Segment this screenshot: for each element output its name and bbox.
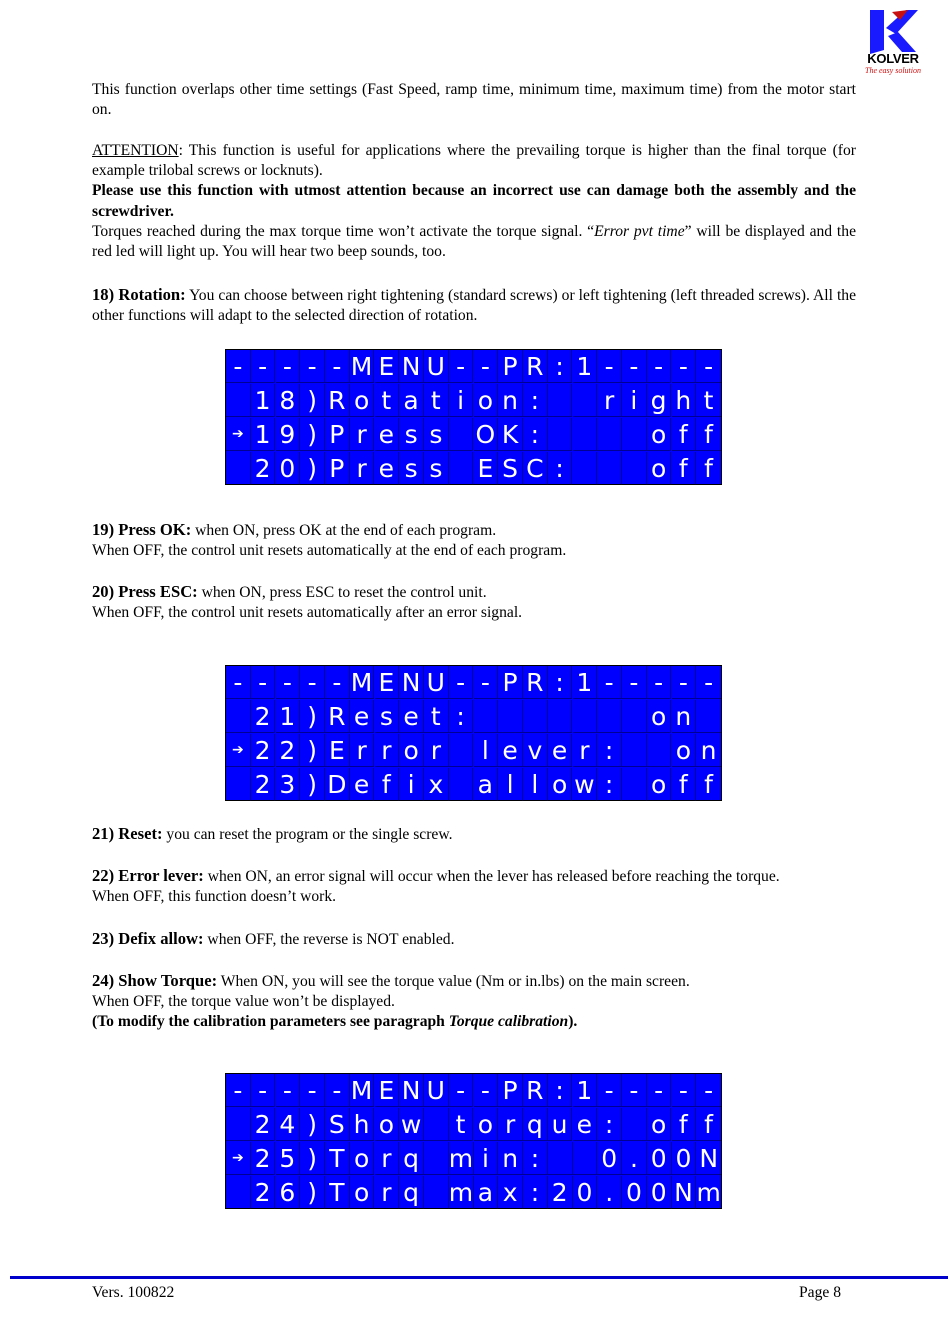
press-esc-line2: When OFF, the control unit resets automatically after an error signal.: [92, 604, 523, 622]
lcd-char-cell: [548, 418, 573, 451]
lcd-row: [226, 700, 721, 734]
lcd-char-cell: t: [696, 384, 721, 417]
lcd-char-cell: .: [622, 1142, 647, 1175]
lcd-display-3: [225, 1073, 722, 1209]
lcd-char-cell: -: [276, 1074, 301, 1107]
lcd-char-cell: [573, 418, 598, 451]
lcd-char-cell: -: [647, 666, 672, 699]
rotation-heading: 18) Rotation:: [92, 285, 186, 304]
lcd-char-cell: [622, 452, 647, 485]
footer-divider: [10, 1276, 948, 1279]
lcd-char-cell: r: [375, 1142, 400, 1175]
lcd-char-cell: 0: [622, 1176, 647, 1209]
lcd-char-cell: -: [622, 666, 647, 699]
lcd-char-cell: [474, 700, 499, 733]
lcd-char-cell: :: [597, 768, 622, 801]
reset-heading: 21) Reset:: [92, 824, 163, 843]
lcd-char-cell: :: [449, 700, 474, 733]
lcd-char-cell: [226, 768, 251, 801]
lcd-char-cell: R: [325, 700, 350, 733]
lcd-char-cell: s: [399, 452, 424, 485]
lcd-char-cell: e: [548, 734, 573, 767]
lcd-char-cell: ): [300, 700, 325, 733]
calibration-note-italic: Torque calibration: [448, 1013, 569, 1031]
lcd-char-cell: N: [696, 1142, 721, 1175]
lcd-char-cell: n: [696, 734, 721, 767]
lcd-char-cell: x: [498, 1176, 523, 1209]
lcd-display-1: [225, 349, 722, 485]
lcd-char-cell: -: [696, 666, 721, 699]
lcd-char-cell: E: [375, 1074, 400, 1107]
lcd-char-cell: 0: [573, 1176, 598, 1209]
lcd-char-cell: P: [498, 350, 523, 383]
lcd-char-cell: s: [399, 418, 424, 451]
lcd-char-cell: 2: [251, 768, 276, 801]
lcd-char-cell: O: [474, 418, 499, 451]
press-ok-heading: 19) Press OK:: [92, 520, 192, 539]
press-ok-text: when ON, press OK at the end of each program.: [191, 522, 497, 539]
lcd-char-cell: [622, 418, 647, 451]
lcd-char-cell: m: [696, 1178, 721, 1207]
lcd-char-cell: E: [325, 734, 350, 767]
lcd-char-cell: [424, 1176, 449, 1209]
lcd-char-cell: o: [647, 452, 672, 485]
lcd-char-cell: n: [672, 700, 697, 733]
lcd-char-cell: ): [300, 1108, 325, 1141]
lcd-char-cell: 2: [251, 734, 276, 767]
lcd-char-cell: -: [300, 666, 325, 699]
lcd-char-cell: 0: [276, 452, 301, 485]
reset-text: you can reset the program or the single screw.: [162, 826, 453, 843]
lcd-char-cell: o: [474, 384, 499, 417]
lcd-char-cell: x: [424, 768, 449, 801]
lcd-char-cell: o: [647, 768, 672, 801]
lcd-char-cell: -: [672, 1074, 697, 1107]
press-esc-paragraph: [92, 582, 856, 623]
lcd-char-cell: -: [226, 1074, 251, 1107]
lcd-char-cell: E: [375, 666, 400, 699]
lcd-char-cell: a: [474, 1176, 499, 1209]
lcd-char-cell: :: [548, 452, 573, 485]
lcd-char-cell: R: [523, 1074, 548, 1107]
lcd-char-cell: N: [399, 1074, 424, 1107]
lcd-char-cell: [226, 452, 251, 485]
footer-version: Vers. 100822: [92, 1284, 175, 1301]
lcd-char-cell: f: [672, 768, 697, 801]
lcd-char-cell: -: [597, 666, 622, 699]
error-lever-heading: 22) Error lever:: [92, 866, 204, 885]
lcd-char-cell: o: [548, 768, 573, 801]
attention-text: : This function is useful for applications where the prevailing torque is higher than the final torque (for example trilobal screws or locknuts).: [92, 142, 856, 180]
lcd-char-cell: f: [704, 454, 713, 483]
lcd-char-cell: -: [597, 350, 622, 383]
lcd-char-cell: P: [498, 666, 523, 699]
lcd-char-cell: [498, 700, 523, 733]
press-ok-line2: When OFF, the control unit resets automatically at the end of each program.: [92, 542, 567, 560]
lcd-char-cell: 8: [276, 384, 301, 417]
lcd-char-cell: f: [672, 1108, 697, 1141]
lcd-char-cell: a: [399, 384, 424, 417]
attention-label: ATTENTION: [92, 142, 179, 159]
lcd-char-cell: g: [647, 384, 672, 417]
lcd-char-cell: 1: [251, 418, 276, 451]
lcd-char-cell: 6: [276, 1176, 301, 1209]
lcd-char-cell: r: [350, 734, 375, 767]
lcd-char-cell: M: [350, 1074, 375, 1107]
lcd-char-cell: T: [325, 1142, 350, 1175]
lcd-char-cell: E: [375, 350, 400, 383]
lcd-char-cell: -: [226, 666, 251, 699]
lcd-char-cell: f: [375, 768, 400, 801]
lcd-char-cell: r: [350, 452, 375, 485]
torque-text-before: Torques reached during the max torque time won’t activate the torque signal. “: [92, 222, 595, 240]
lcd-char-cell: 2: [251, 1142, 276, 1175]
calibration-note: [92, 1013, 577, 1030]
lcd-char-cell: e: [350, 768, 375, 801]
lcd-char-cell: [622, 700, 647, 733]
lcd-char-cell: a: [474, 768, 499, 801]
lcd-char-cell: s: [424, 452, 449, 485]
lcd-char-cell: :: [597, 1108, 622, 1141]
lcd-char-cell: [622, 1108, 647, 1141]
lcd-char-cell: P: [498, 1074, 523, 1107]
overlap-paragraph: This function overlaps other time settings (Fast Speed, ramp time, minimum time, maximum time) from the motor start on.: [92, 81, 856, 119]
lcd-row: [226, 734, 721, 768]
lcd-char-cell: m: [448, 1144, 474, 1173]
lcd-char-cell: -: [696, 1074, 721, 1107]
lcd-char-cell: :: [523, 1176, 548, 1209]
lcd-char-cell: :: [548, 350, 573, 383]
lcd-char-cell: q: [523, 1108, 548, 1141]
lcd-char-cell: ➔: [226, 418, 251, 451]
lcd-char-cell: [573, 452, 598, 485]
lcd-char-cell: :: [548, 1074, 573, 1107]
lcd-char-cell: ): [300, 418, 325, 451]
lcd-char-cell: C: [523, 452, 548, 485]
lcd-char-cell: -: [251, 1074, 276, 1107]
lcd-char-cell: [597, 700, 622, 733]
lcd-char-cell: [548, 1142, 573, 1175]
lcd-char-cell: 0: [647, 1176, 672, 1209]
press-esc-text: when ON, press ESC to reset the control unit.: [197, 584, 487, 601]
reset-paragraph: [92, 824, 856, 845]
lcd-char-cell: -: [474, 350, 499, 383]
lcd-char-cell: -: [325, 1074, 350, 1107]
lcd-char-cell: t: [424, 700, 449, 733]
calibration-note-after: ).: [568, 1013, 578, 1031]
lcd-char-cell: o: [350, 1176, 375, 1209]
lcd-char-cell: t: [424, 384, 449, 417]
lcd-char-cell: ): [300, 768, 325, 801]
lcd-char-cell: -: [672, 666, 697, 699]
lcd-char-cell: n: [498, 1142, 523, 1175]
show-torque-paragraph: [92, 971, 856, 1033]
lcd-char-cell: t: [449, 1108, 474, 1141]
lcd-char-cell: 2: [251, 700, 276, 733]
lcd-char-cell: R: [523, 350, 548, 383]
lcd-char-cell: -: [449, 350, 474, 383]
attention-paragraph: [92, 141, 856, 262]
lcd-char-cell: 5: [276, 1142, 301, 1175]
lcd-char-cell: 0: [672, 1142, 697, 1175]
lcd-char-cell: -: [251, 666, 276, 699]
lcd-char-cell: M: [350, 350, 375, 383]
lcd-char-cell: s: [375, 700, 400, 733]
lcd-row: [226, 1108, 721, 1142]
lcd-char-cell: n: [498, 384, 523, 417]
torque-text-after: ” will be displayed and the red led will light up. You will hear two beep sounds, too.: [92, 222, 856, 261]
lcd-char-cell: :: [523, 418, 548, 451]
lcd-char-cell: U: [424, 666, 449, 699]
lcd-char-cell: [573, 1142, 598, 1175]
lcd-char-cell: r: [573, 734, 598, 767]
error-lever-line2: When OFF, this function doesn’t work.: [92, 888, 337, 906]
lcd-char-cell: 0: [647, 1142, 672, 1175]
lcd-row: [226, 768, 721, 802]
lcd-row: [226, 1176, 721, 1210]
lcd-display-2: [225, 665, 722, 801]
defix-text: when OFF, the reverse is NOT enabled.: [203, 931, 455, 948]
lcd-char-cell: e: [375, 452, 400, 485]
lcd-char-cell: 4: [276, 1108, 301, 1141]
lcd-char-cell: o: [647, 700, 672, 733]
lcd-char-cell: 2: [251, 452, 276, 485]
lcd-row: [226, 384, 721, 418]
footer-page-number: Page 8: [799, 1284, 842, 1301]
lcd-char-cell: N: [672, 1176, 697, 1209]
error-lever-text: when ON, an error signal will occur when the lever has released before reaching the torque.: [203, 868, 780, 885]
lcd-char-cell: U: [424, 350, 449, 383]
lcd-char-cell: w: [573, 768, 598, 801]
lcd-row: [226, 350, 721, 384]
lcd-char-cell: K: [498, 418, 523, 451]
logo-wordmark: KOLVER: [867, 51, 919, 66]
lcd-char-cell: R: [325, 384, 350, 417]
lcd-char-cell: 3: [276, 768, 301, 801]
lcd-char-cell: q: [399, 1176, 424, 1209]
lcd-char-cell: ): [300, 1142, 325, 1175]
lcd-char-cell: R: [523, 666, 548, 699]
lcd-char-cell: -: [325, 350, 350, 383]
lcd-char-cell: S: [498, 452, 523, 485]
lcd-row: [226, 452, 721, 486]
lcd-char-cell: ➔: [226, 1142, 251, 1175]
lcd-char-cell: r: [350, 418, 375, 451]
lcd-char-cell: N: [399, 350, 424, 383]
lcd-char-cell: [573, 384, 598, 417]
lcd-char-cell: -: [226, 350, 251, 383]
lcd-char-cell: -: [474, 1074, 499, 1107]
lcd-char-cell: .: [597, 1176, 622, 1209]
lcd-char-cell: [424, 1108, 449, 1141]
lcd-char-cell: :: [523, 1142, 548, 1175]
lcd-char-cell: 2: [251, 1176, 276, 1209]
lcd-char-cell: u: [548, 1108, 573, 1141]
lcd-char-cell: 2: [548, 1176, 573, 1209]
lcd-char-cell: [449, 452, 474, 485]
lcd-char-cell: e: [498, 734, 523, 767]
lcd-char-cell: 0: [597, 1142, 622, 1175]
lcd-row: [226, 666, 721, 700]
show-torque-heading: 24) Show Torque:: [92, 971, 218, 990]
lcd-char-cell: 1: [573, 350, 598, 383]
lcd-char-cell: r: [424, 734, 449, 767]
lcd-char-cell: -: [325, 666, 350, 699]
lcd-char-cell: U: [424, 1074, 449, 1107]
lcd-char-cell: [226, 1176, 251, 1209]
rotation-paragraph: [92, 285, 856, 326]
lcd-char-cell: [548, 384, 573, 417]
lcd-char-cell: ): [300, 384, 325, 417]
lcd-char-cell: r: [375, 1176, 400, 1209]
lcd-char-cell: e: [573, 1108, 598, 1141]
lcd-char-cell: -: [647, 1074, 672, 1107]
lcd-char-cell: [523, 700, 548, 733]
lcd-char-cell: 1: [276, 700, 301, 733]
lcd-char-cell: o: [647, 418, 672, 451]
lcd-char-cell: s: [424, 418, 449, 451]
lcd-char-cell: e: [375, 418, 400, 451]
lcd-char-cell: h: [672, 384, 697, 417]
lcd-char-cell: r: [375, 734, 400, 767]
defix-paragraph: [92, 929, 856, 950]
lcd-char-cell: e: [399, 700, 424, 733]
lcd-char-cell: -: [672, 350, 697, 383]
lcd-char-cell: o: [399, 734, 424, 767]
lcd-char-cell: i: [474, 1142, 499, 1175]
lcd-char-cell: :: [548, 666, 573, 699]
lcd-char-cell: S: [325, 1108, 350, 1141]
lcd-char-cell: i: [622, 384, 647, 417]
lcd-row: [226, 1142, 721, 1176]
lcd-char-cell: -: [449, 1074, 474, 1107]
lcd-char-cell: [449, 418, 474, 451]
lcd-char-cell: [597, 452, 622, 485]
lcd-char-cell: 9: [276, 418, 301, 451]
lcd-char-cell: -: [276, 350, 301, 383]
lcd-char-cell: r: [498, 1108, 523, 1141]
lcd-char-cell: f: [672, 452, 697, 485]
lcd-char-cell: o: [474, 1108, 499, 1141]
rotation-text: You can choose between right tightening (standard screws) or left tightening (left threaded screws). All the other functions will adapt to the selected direction of rotation.: [92, 287, 856, 325]
lcd-char-cell: P: [325, 418, 350, 451]
lcd-row: [226, 1074, 721, 1108]
lcd-char-cell: o: [647, 1108, 672, 1141]
defix-heading: 23) Defix allow:: [92, 929, 204, 948]
lcd-char-cell: M: [350, 666, 375, 699]
lcd-char-cell: [573, 700, 598, 733]
lcd-char-cell: h: [350, 1108, 375, 1141]
lcd-char-cell: w: [399, 1108, 424, 1141]
lcd-char-cell: o: [672, 734, 697, 767]
lcd-char-cell: r: [597, 384, 622, 417]
lcd-char-cell: [449, 734, 474, 767]
lcd-char-cell: -: [597, 1074, 622, 1107]
error-lever-paragraph: [92, 866, 856, 907]
lcd-char-cell: v: [523, 734, 548, 767]
lcd-char-cell: P: [325, 452, 350, 485]
lcd-char-cell: q: [399, 1142, 424, 1175]
lcd-char-cell: e: [350, 700, 375, 733]
logo-tagline: The easy solution: [865, 66, 921, 75]
lcd-char-cell: D: [325, 768, 350, 801]
lcd-char-cell: -: [622, 1074, 647, 1107]
lcd-char-cell: -: [474, 666, 499, 699]
lcd-char-cell: l: [523, 768, 548, 801]
lcd-char-cell: 2: [276, 734, 301, 767]
lcd-char-cell: 2: [251, 1108, 276, 1141]
lcd-char-cell: f: [696, 418, 721, 451]
lcd-char-cell: [622, 734, 647, 767]
lcd-char-cell: -: [300, 1074, 325, 1107]
lcd-char-cell: i: [399, 768, 424, 801]
lcd-char-cell: f: [704, 770, 713, 799]
lcd-char-cell: ): [300, 1176, 325, 1209]
lcd-char-cell: l: [474, 734, 499, 767]
lcd-char-cell: [424, 1142, 449, 1175]
lcd-char-cell: [548, 700, 573, 733]
lcd-char-cell: t: [375, 384, 400, 417]
lcd-char-cell: [696, 700, 721, 733]
lcd-char-cell: [449, 768, 474, 801]
lcd-char-cell: o: [350, 384, 375, 417]
lcd-char-cell: l: [498, 768, 523, 801]
lcd-char-cell: :: [523, 384, 548, 417]
lcd-char-cell: T: [325, 1176, 350, 1209]
lcd-char-cell: E: [474, 452, 499, 485]
lcd-char-cell: 1: [573, 666, 598, 699]
lcd-char-cell: N: [399, 666, 424, 699]
lcd-char-cell: ➔: [226, 734, 251, 767]
lcd-char-cell: [226, 1108, 251, 1141]
lcd-char-cell: [226, 384, 251, 417]
lcd-char-cell: f: [672, 418, 697, 451]
lcd-char-cell: -: [647, 350, 672, 383]
lcd-char-cell: -: [300, 350, 325, 383]
lcd-char-cell: i: [449, 384, 474, 417]
lcd-char-cell: [622, 768, 647, 801]
lcd-char-cell: ): [300, 734, 325, 767]
lcd-char-cell: -: [622, 350, 647, 383]
lcd-char-cell: 1: [251, 384, 276, 417]
lcd-char-cell: 1: [573, 1074, 598, 1107]
lcd-char-cell: [226, 700, 251, 733]
press-ok-paragraph: [92, 520, 856, 561]
lcd-char-cell: o: [350, 1142, 375, 1175]
lcd-char-cell: ): [300, 452, 325, 485]
show-torque-text: When ON, you will see the torque value (Nm or in.lbs) on the main screen.: [217, 973, 690, 990]
lcd-char-cell: f: [696, 1108, 721, 1141]
calibration-note-before: (To modify the calibration parameters see paragraph: [92, 1013, 449, 1031]
lcd-char-cell: [647, 734, 672, 767]
show-torque-line2: When OFF, the torque value won’t be displayed.: [92, 993, 395, 1011]
lcd-char-cell: m: [448, 1178, 474, 1207]
lcd-char-cell: [597, 418, 622, 451]
lcd-char-cell: :: [597, 734, 622, 767]
lcd-char-cell: -: [696, 350, 721, 383]
lcd-row: [226, 418, 721, 452]
lcd-char-cell: -: [449, 666, 474, 699]
lcd-char-cell: o: [375, 1108, 400, 1141]
attention-warning: Please use this function with utmost attention because an incorrect use can damage both the assembly and the screwdriver.: [92, 182, 856, 220]
lcd-char-cell: -: [276, 666, 301, 699]
press-esc-heading: 20) Press ESC:: [92, 582, 198, 601]
error-pvt-time: Error pvt time: [594, 222, 685, 240]
lcd-char-cell: -: [251, 350, 276, 383]
